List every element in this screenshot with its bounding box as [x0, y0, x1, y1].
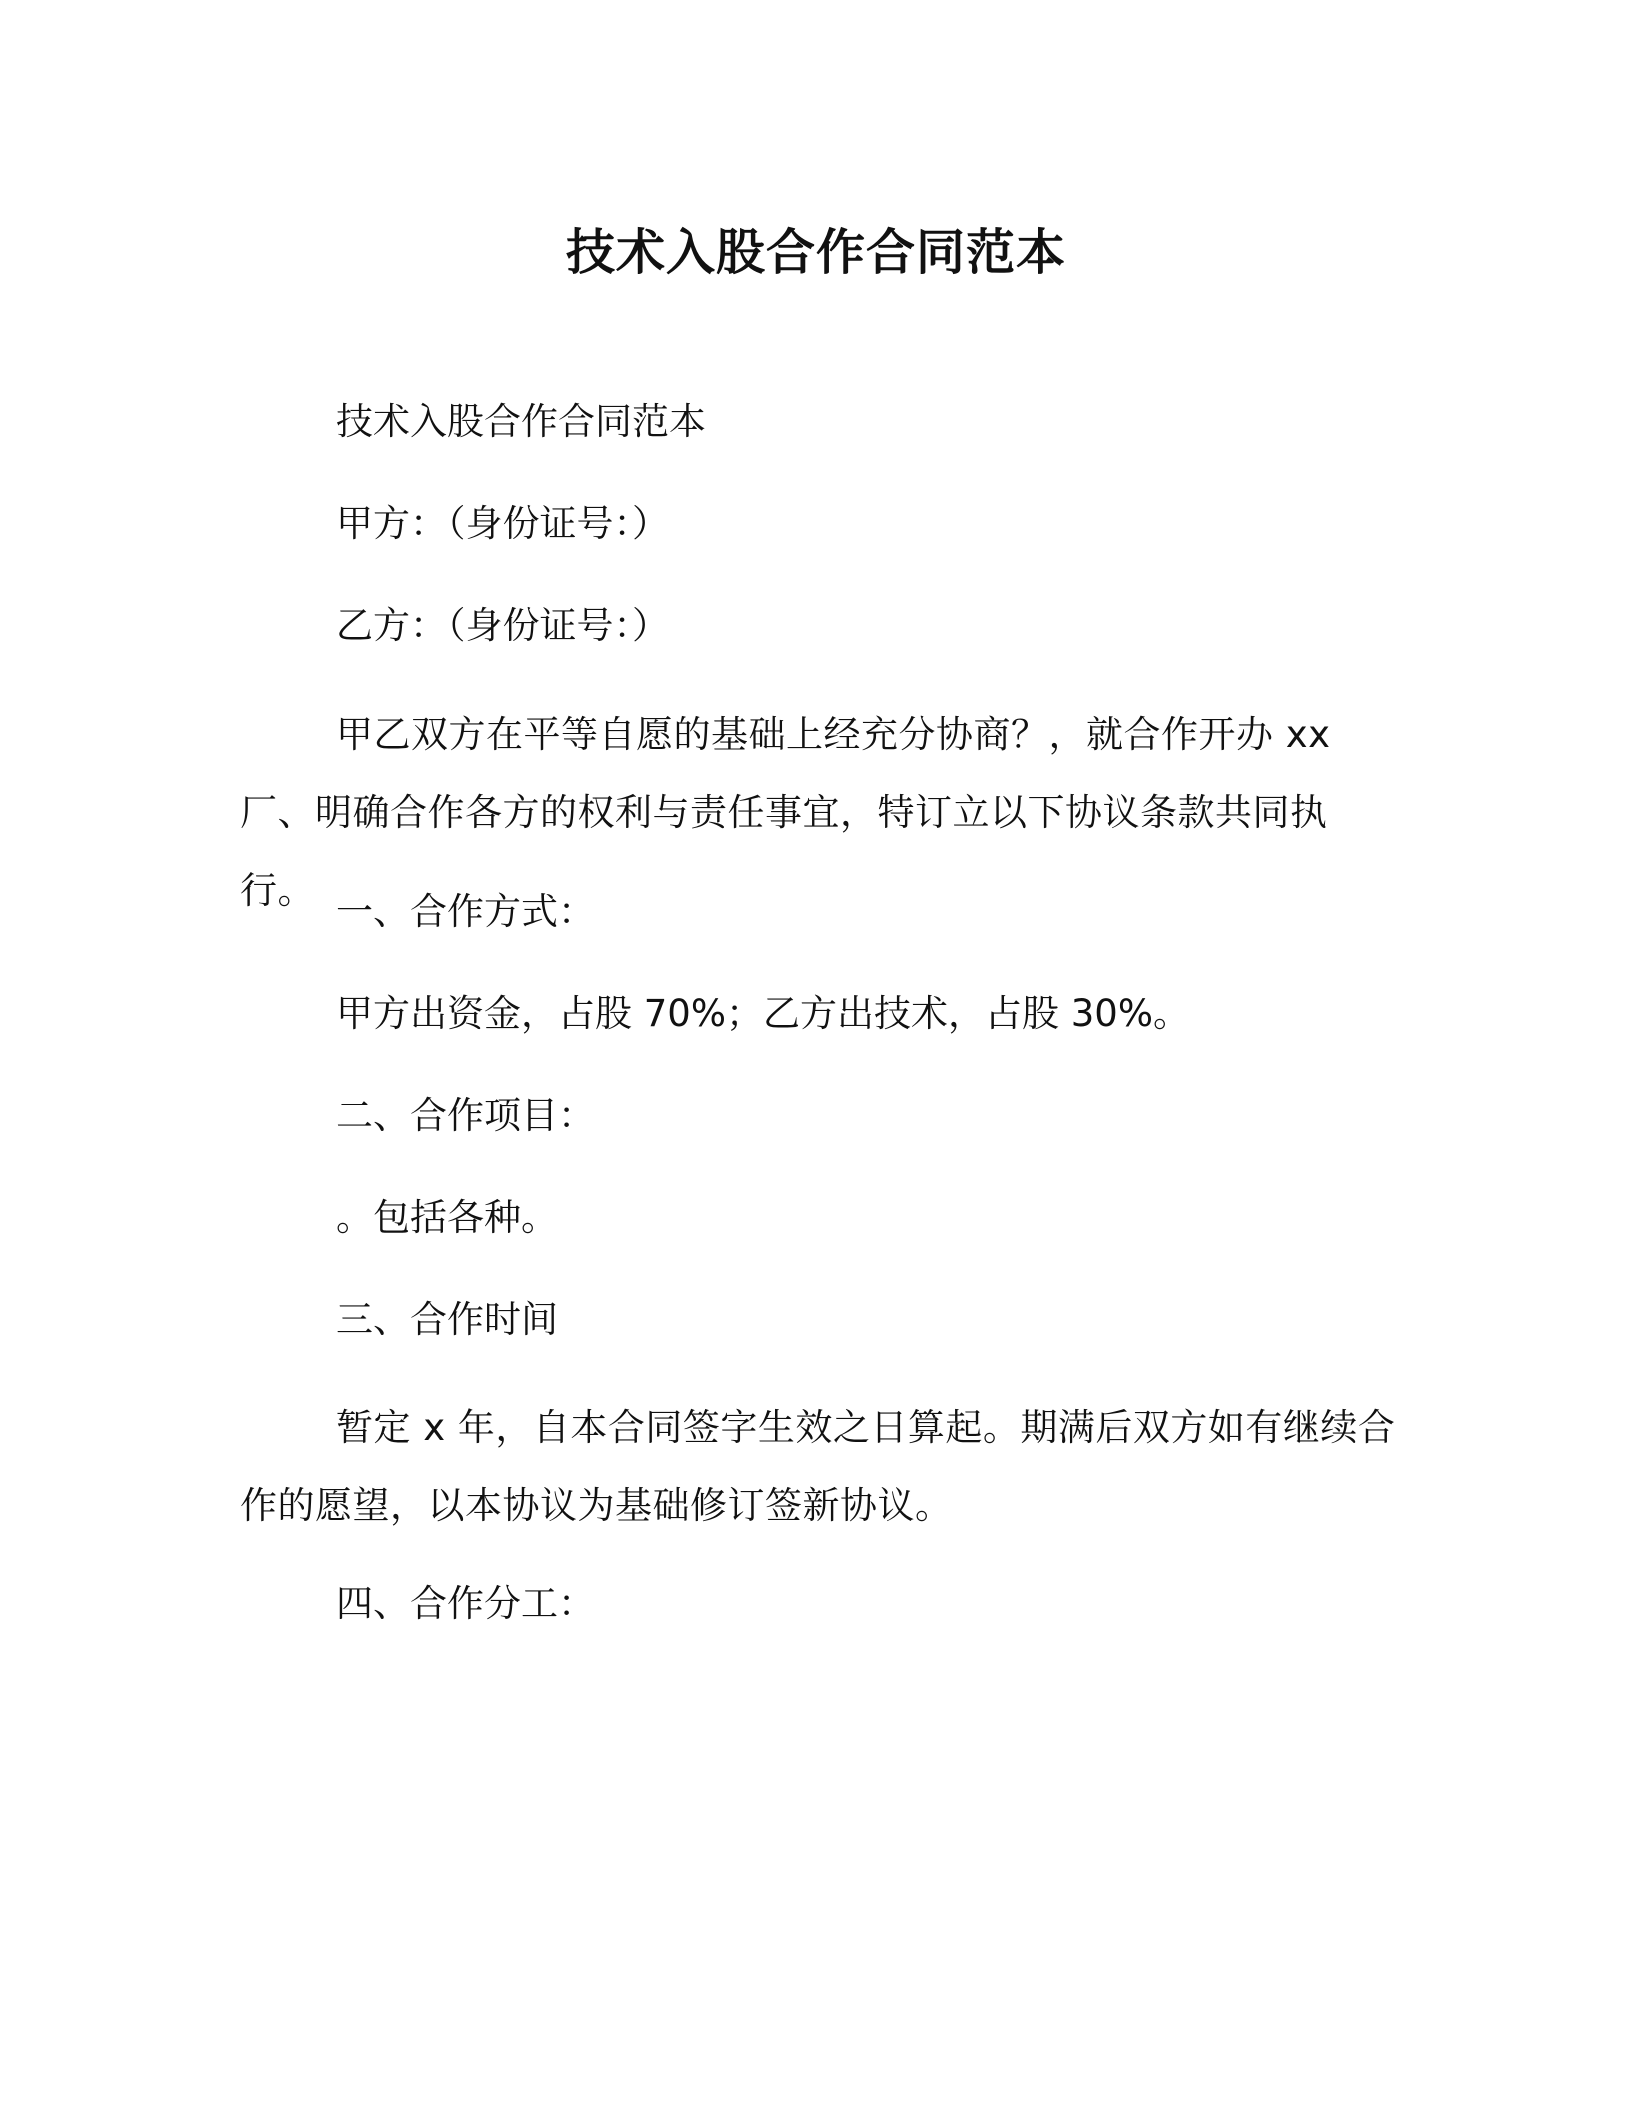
section-3-text: 暂定 x 年，自本合同签字生效之日算起。期满后双方如有继续合作的愿望，以本协议为基础修订签新协议。: [240, 1406, 1396, 1527]
party-a-line: 甲方：（身份证号：）: [336, 502, 669, 545]
section-2-text: 。包括各种。: [336, 1196, 558, 1239]
document-title: 技术入股合作合同范本: [565, 224, 1066, 281]
party-b-line: 乙方：（身份证号：）: [336, 604, 669, 647]
section-1-text: 甲方出资金，占股 70%；乙方出技术，占股 30%。: [336, 992, 1190, 1035]
section-3-heading: 三、合作时间: [336, 1298, 558, 1341]
section-2-heading: 二、合作项目：: [336, 1094, 595, 1137]
section-1-heading: 一、合作方式：: [336, 890, 595, 933]
intro-paragraph: 甲乙双方在平等自愿的基础上经充分协商？，就合作开办 xx 厂、明确合作各方的权利与责任事宜，特订立以下协议条款共同执行。: [240, 713, 1331, 912]
document-subtitle: 技术入股合作合同范本: [336, 400, 706, 443]
section-4-heading: 四、合作分工：: [336, 1582, 595, 1625]
